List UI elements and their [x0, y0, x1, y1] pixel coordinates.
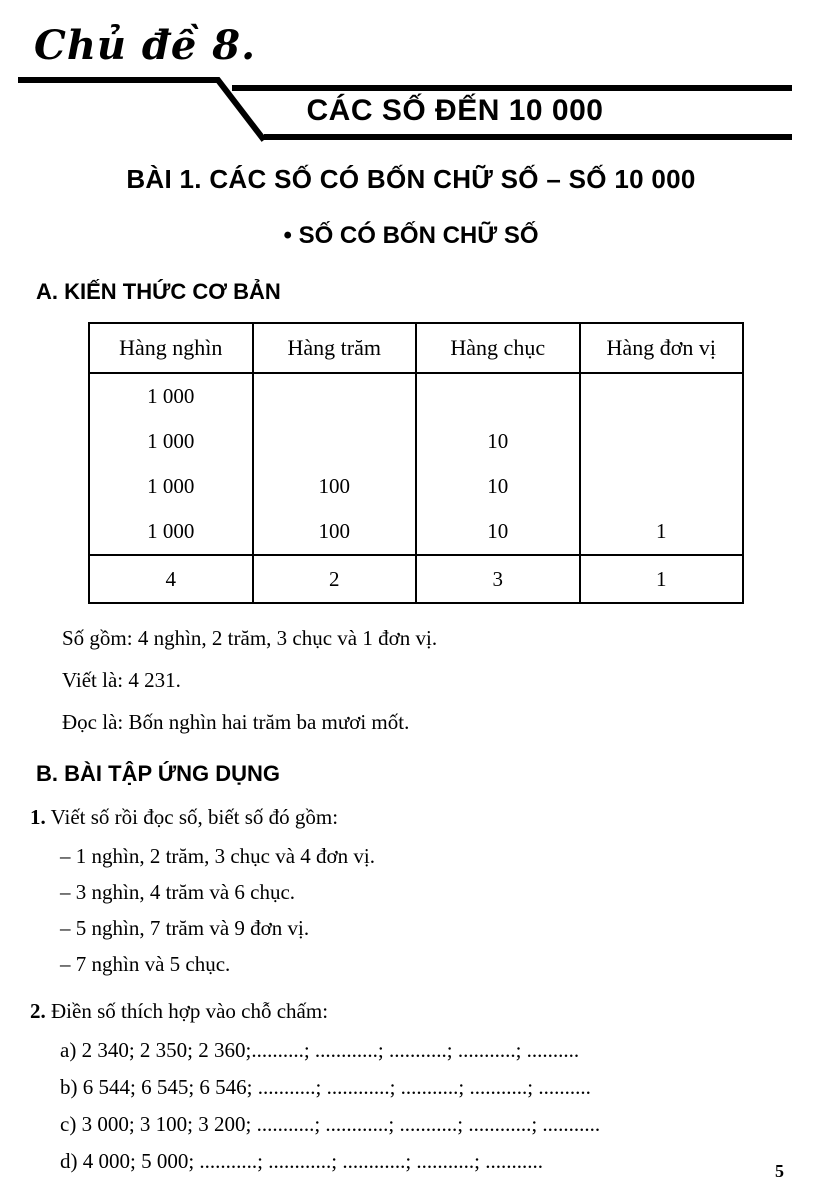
table-summary-cell: 2 [253, 555, 417, 603]
table-cell: 100 [253, 509, 417, 555]
exercise-2-item: c) 3 000; 3 100; 3 200; ...........; ............; ...........; ............; ........... [60, 1112, 601, 1136]
exercise-1-prompt [30, 804, 792, 830]
page-number: 5 [775, 1161, 784, 1181]
place-value-table [88, 322, 744, 604]
table-cell [253, 373, 417, 419]
table-summary-cell: 1 [580, 555, 744, 603]
table-header-thousands: Hàng nghìn [89, 323, 253, 373]
chapter-underline-diagonal [18, 80, 264, 140]
table-notes [62, 626, 792, 734]
chapter-title: CÁC SỐ ĐẾN 10 000 [306, 94, 604, 127]
exercise-2-item: b) 6 544; 6 545; 6 546; ...........; ............; ...........; ...........; .......... [60, 1075, 591, 1099]
table-row [89, 373, 743, 419]
note-viet-la: Viết là: 4 231. [62, 668, 181, 692]
chapter-label: Chủ đề 8. [34, 22, 257, 69]
exercise-2-number: 2. [30, 999, 46, 1023]
exercise-2-items [30, 1032, 792, 1180]
table-row [89, 509, 743, 555]
table-header-tens: Hàng chục [416, 323, 580, 373]
exercise-1-item: – 5 nghìn, 7 trăm và 9 đơn vị. [60, 916, 310, 940]
table-cell: 10 [416, 464, 580, 509]
table-cell [580, 373, 744, 419]
table-cell: 10 [416, 509, 580, 555]
exercise-2-prompt [30, 998, 792, 1024]
table-cell [253, 419, 417, 464]
exercise-1-items [30, 838, 792, 982]
exercise-2-item: a) 2 340; 2 350; 2 360;..........; ............; ...........; ...........; .......... [60, 1038, 580, 1062]
exercise-1-item: – 3 nghìn, 4 trăm và 6 chục. [60, 880, 296, 904]
table-cell: 1 [580, 509, 744, 555]
exercise-1-number: 1. [30, 805, 46, 829]
lesson-title: BÀI 1. CÁC SỐ CÓ BỐN CHỮ SỐ – SỐ 10 000 [126, 164, 696, 194]
table-cell: 100 [253, 464, 417, 509]
note-so-gom: Số gồm: 4 nghìn, 2 trăm, 3 chục và 1 đơn vị. [62, 626, 438, 650]
exercise-1-item: – 7 nghìn và 5 chục. [60, 952, 231, 976]
table-summary-cell: 3 [416, 555, 580, 603]
note-doc-la: Đọc là: Bốn nghìn hai trăm ba mươi mốt. [62, 710, 410, 734]
exercise-1 [30, 804, 792, 982]
table-cell: 1 000 [89, 419, 253, 464]
exercise-2-prompt-text: Điền số thích hợp vào chỗ chấm: [45, 999, 329, 1023]
table-row [89, 419, 743, 464]
table-header-hundreds: Hàng trăm [253, 323, 417, 373]
table-summary-row [89, 555, 743, 603]
table-cell: 1 000 [89, 373, 253, 419]
table-cell [416, 373, 580, 419]
exercise-2-item: d) 4 000; 5 000; ...........; ............; ............; ...........; ........... [60, 1149, 543, 1173]
table-summary-cell: 4 [89, 555, 253, 603]
table-cell: 1 000 [89, 509, 253, 555]
table-header-row [89, 323, 743, 373]
table-header-units: Hàng đơn vị [580, 323, 744, 373]
exercise-1-item: – 1 nghìn, 2 trăm, 3 chục và 4 đơn vị. [60, 844, 375, 868]
table-cell: 1 000 [89, 464, 253, 509]
table-cell: 10 [416, 419, 580, 464]
lesson-subtitle: • SỐ CÓ BỐN CHỮ SỐ [283, 222, 539, 249]
exercise-1-prompt-text: Viết số rồi đọc số, biết số đó gồm: [45, 805, 339, 829]
table-row [89, 464, 743, 509]
table-cell [580, 464, 744, 509]
section-a-heading: A. KIẾN THỨC CƠ BẢN [36, 279, 281, 304]
section-b-heading: B. BÀI TẬP ỨNG DỤNG [36, 761, 280, 786]
table-cell [580, 419, 744, 464]
exercise-2 [30, 998, 792, 1180]
